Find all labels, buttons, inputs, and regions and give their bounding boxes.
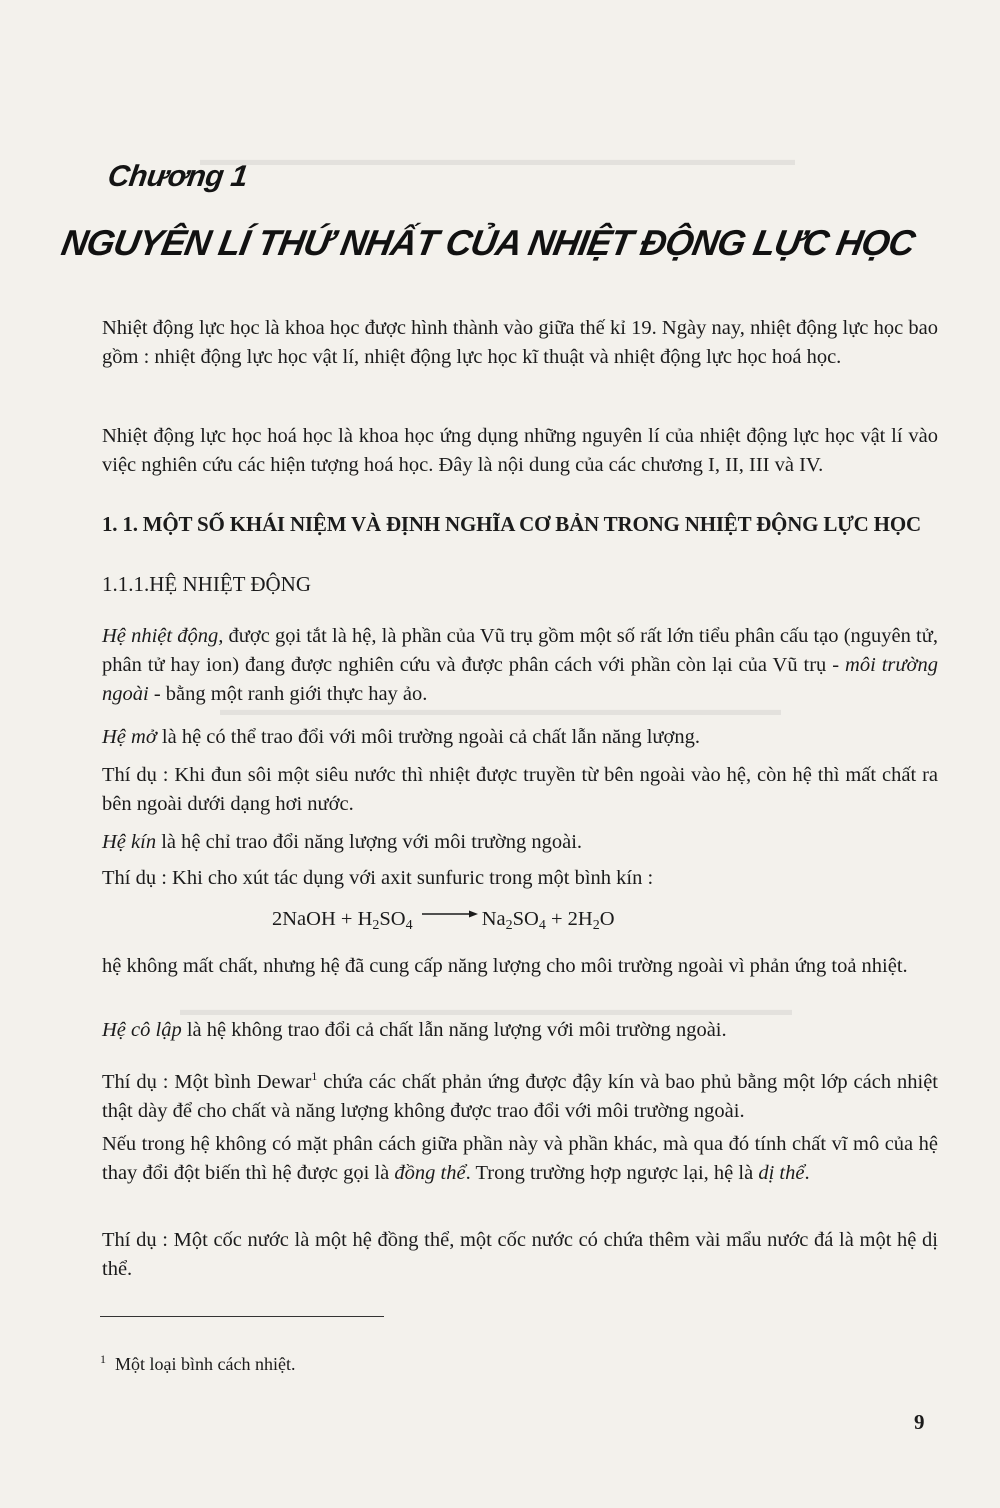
example-heterogeneous: [102, 1226, 938, 1284]
homogeneous-heterogeneous-definition: Nếu trong hệ không có mặt phân cách giữa phần này và phần khác, mà qua đó tính chất vĩ mô của hệ thay đổi đột biến thì hệ được gọi là đồng thể. Trong trường hợp ngược lại, hệ là dị thể.: [102, 1133, 938, 1184]
footnote-reference: 1: [311, 1069, 318, 1083]
term-di-the: dị thể: [758, 1162, 805, 1184]
show-through-texture: ▬▬▬▬▬▬▬▬▬▬▬▬▬▬▬▬▬▬▬▬▬▬▬▬▬▬▬▬▬▬▬▬▬: [220, 700, 781, 719]
example-isolated-system: [102, 1062, 938, 1126]
chapter-title: NGUYÊN LÍ THỨ NHẤT CỦA NHIỆT ĐỘNG LỰC HỌC: [58, 222, 918, 263]
example-text: Thí dụ : Khi cho xút tác dụng với axit sunfuric trong một bình kín :: [102, 867, 654, 889]
equation-explanation: [102, 952, 938, 981]
example-text: Thí dụ : Một bình Dewar: [102, 1070, 312, 1093]
reaction-arrow-icon: [422, 909, 478, 919]
term-he-nhiet-dong: Hệ nhiệt động,: [102, 625, 224, 647]
definition-open-system: [102, 723, 938, 752]
page-number: 9: [914, 1410, 925, 1434]
intro-paragraph-1: Nhiệt động lực học là khoa học được hình thành vào giữa thế kỉ 19. Ngày nay, nhiệt động lực học bao gồm : nhiệt động lực học vật lí, nhiệt động lực học kĩ thuật và nhiệt động lực học hoá học.: [102, 317, 938, 368]
term-he-kin: Hệ kín: [102, 831, 157, 853]
show-through-texture: ▬▬▬▬▬▬▬▬▬▬▬▬▬▬▬▬▬▬▬▬▬▬▬▬▬▬▬▬▬▬▬▬▬▬▬: [200, 150, 795, 169]
footnote-marker: 1: [100, 1352, 106, 1366]
chapter-label: Chương 1: [105, 160, 250, 193]
intro-section: [102, 314, 938, 372]
definition-text: là hệ chỉ trao đổi năng lượng với môi trường ngoài.: [156, 831, 583, 853]
footnote-divider: [100, 1316, 384, 1317]
example-text: Thí dụ : Một cốc nước là một hệ đồng thể, một cốc nước có chứa thêm vài mẩu nước đá là một hệ dị thể.: [102, 1229, 938, 1280]
example-text: Thí dụ : Khi đun sôi một siêu nước thì nhiệt được truyền từ bên ngoài vào hệ, còn hệ thì mất chất ra bên ngoài dưới dạng hơi nước.: [102, 764, 938, 815]
example-open-system: [102, 761, 938, 819]
term-moi-truong-ngoai: môi trường ngoài: [102, 654, 939, 705]
definition-text: - bằng một ranh giới thực hay ảo.: [148, 683, 428, 705]
definition-isolated-system: [102, 1016, 938, 1045]
intro-section-2: [102, 422, 938, 480]
explanation-text: hệ không mất chất, nhưng hệ đã cung cấp năng lượng cho môi trường ngoài vì phản ứng toả nhiệt.: [102, 955, 908, 977]
term-he-co-lap: Hệ cô lập: [102, 1019, 182, 1041]
chemical-equation: 2NaOH + $H_2SO_4$ $Na_2SO_4 + 2H_2O$: [272, 908, 615, 933]
subsection-heading: 1.1.1.HỆ NHIỆT ĐỘNG: [102, 572, 312, 596]
footnote: [100, 1352, 295, 1375]
definition-text: được gọi tắt là hệ, là phần của Vũ trụ gồm một số rất lớn tiểu phân cấu tạo (nguyên tử, phân tử hay ion) đang được nghiên cứu và được phân cách với phần còn lại của Vũ trụ -: [102, 625, 938, 676]
definition-text: là hệ không trao đổi cả chất lẫn năng lượng với môi trường ngoài.: [181, 1019, 727, 1041]
show-through-texture: ▬▬▬▬▬▬▬▬▬▬▬▬▬▬▬▬▬▬▬▬▬▬▬▬▬▬▬▬▬▬▬▬▬▬▬▬: [180, 1000, 792, 1019]
intro-paragraph-2: Nhiệt động lực học hoá học là khoa học ứng dụng những nguyên lí của nhiệt động lực học vật lí vào việc nghiên cứu các hiện tượng hoá học. Đây là nội dung của các chương I, II, III và IV.: [102, 425, 938, 476]
definition-text: là hệ có thể trao đổi với môi trường ngoài cả chất lẫn năng lượng.: [156, 726, 700, 748]
example-text: chứa các chất phản ứng được đậy kín và bao phủ bằng một lớp cách nhiệt thật dày để cho chất và năng lượng không được trao đổi với môi trường ngoài.: [102, 1070, 938, 1122]
footnote-text: Một loại bình cách nhiệt.: [115, 1354, 296, 1374]
example-closed-system: [102, 864, 938, 893]
section-heading: 1. 1. MỘT SỐ KHÁI NIỆM VÀ ĐỊNH NGHĨA CƠ BẢN TRONG NHIỆT ĐỘNG LỰC HỌC: [102, 512, 921, 536]
term-he-mo: Hệ mở: [102, 726, 157, 748]
definition-thermodynamic-system: [102, 622, 938, 709]
term-dong-the: đồng thể: [394, 1162, 466, 1184]
definition-closed-system: [102, 828, 938, 857]
